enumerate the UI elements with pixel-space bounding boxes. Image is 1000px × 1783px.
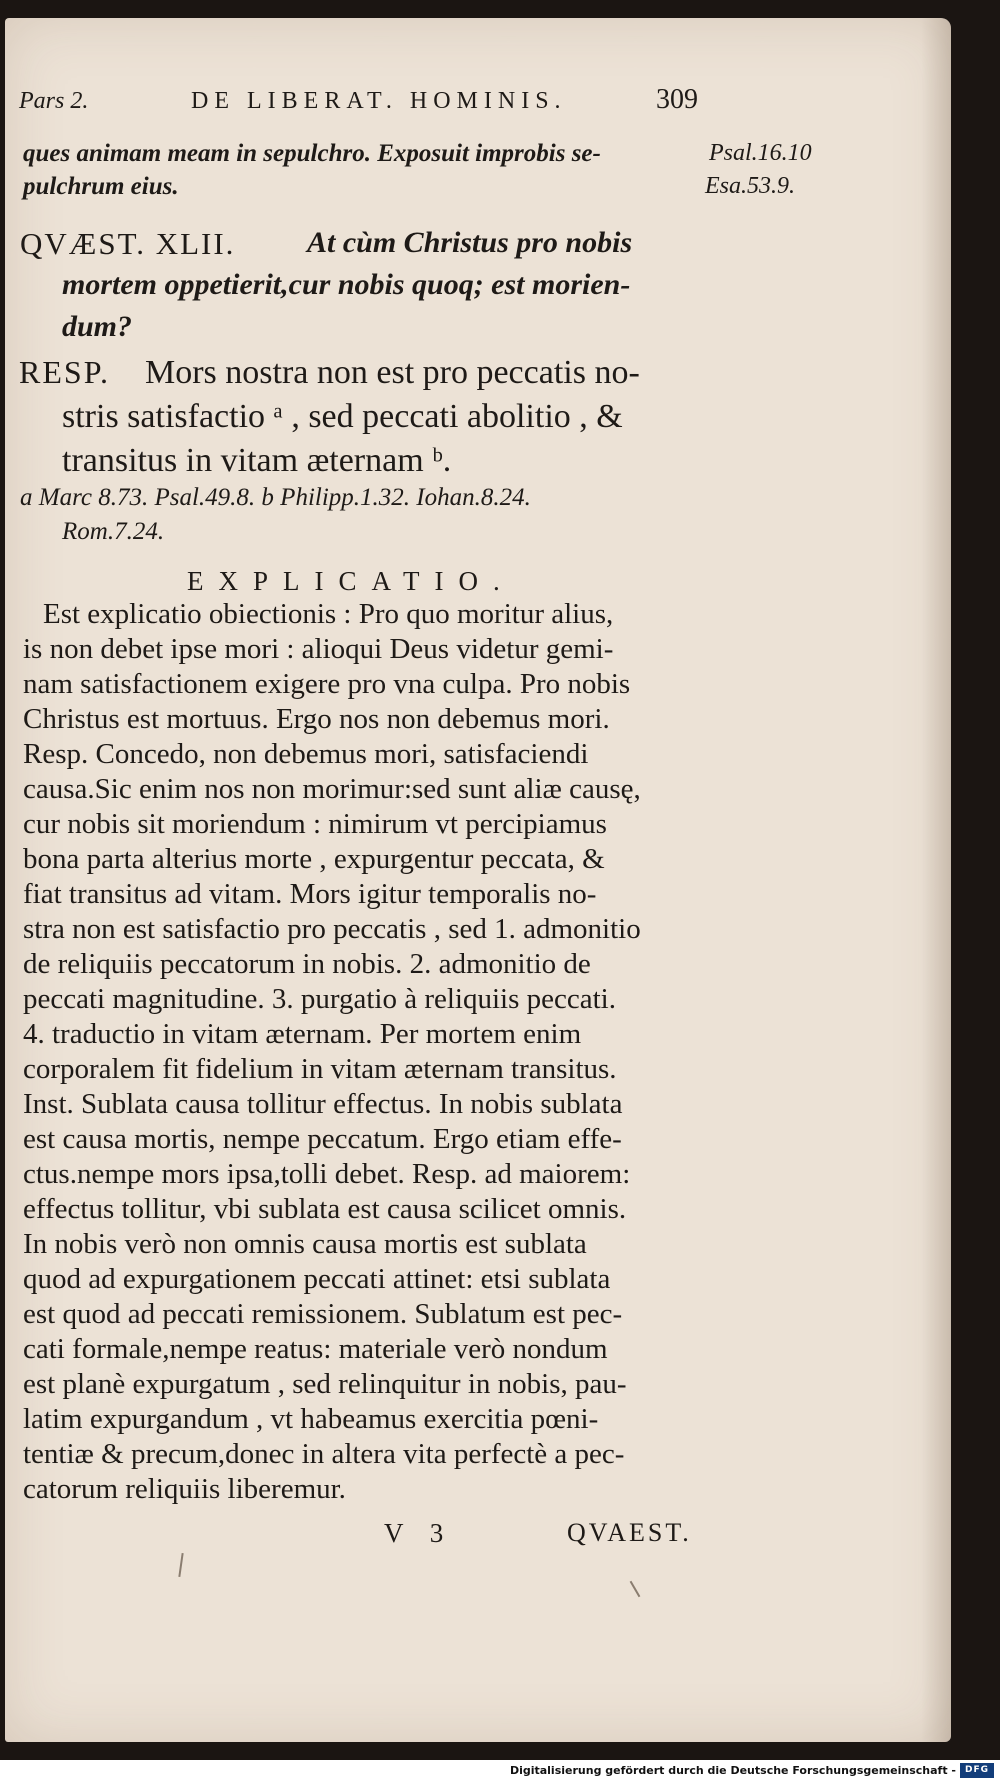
explicatio-line-26: catorum reliquiis liberemur.	[23, 1473, 346, 1505]
explicatio-line-1: Est explicatio obiectionis : Pro quo moritur alius,	[43, 598, 614, 630]
explicatio-line-6: causa.Sic enim nos non morimur:sed sunt aliæ causę,	[23, 773, 641, 805]
dfg-logo: DFG	[960, 1763, 994, 1778]
margin-ref-1: Psal.16.10	[709, 140, 812, 166]
explicatio-line-24: latim expurgandum , vt habeamus exercitia pœni-	[23, 1403, 599, 1435]
pen-mark	[178, 1553, 183, 1577]
explicatio-line-22: cati formale,nempe reatus: materiale verò nondum	[23, 1333, 608, 1365]
catchword: QVAEST.	[567, 1518, 692, 1547]
citation-line-1: a Marc 8.73. Psal.49.8. b Philipp.1.32. Iohan.8.24.	[20, 484, 531, 511]
pen-mark	[630, 1581, 641, 1598]
book-page	[5, 18, 951, 1742]
explicatio-heading: EXPLICATIO.	[187, 566, 515, 596]
page-number: 309	[656, 84, 698, 115]
response-line-3: transitus in vitam æternam ᵇ.	[62, 442, 452, 479]
response-label: RESP.	[19, 354, 110, 390]
running-head-part: Pars 2.	[19, 88, 89, 114]
question-line-3: dum?	[62, 310, 133, 343]
signature-mark: V 3	[384, 1518, 454, 1548]
running-head-title: DE LIBERAT. HOMINIS.	[191, 88, 567, 114]
explicatio-line-14: corporalem fit fidelium in vitam æternam transitus.	[23, 1053, 617, 1085]
explicatio-line-5: Resp. Concedo, non debemus mori, satisfaciendi	[23, 738, 589, 770]
question-line-2: mortem oppetierit,cur nobis quoq; est morien-	[62, 268, 631, 301]
explicatio-line-16: est causa mortis, nempe peccatum. Ergo etiam effe-	[23, 1123, 622, 1155]
explicatio-line-7: cur nobis sit moriendum : nimirum vt percipiamus	[23, 808, 607, 840]
response-line-2: stris satisfactio ᵃ , sed peccati abolitio , &	[62, 398, 623, 435]
explicatio-line-17: ctus.nempe mors ipsa,tolli debet. Resp. ad maiorem:	[23, 1158, 631, 1190]
explicatio-line-3: nam satisfactionem exigere pro vna culpa. Pro nobis	[23, 668, 631, 700]
explicatio-line-8: bona parta alterius morte , expurgentur peccata, &	[23, 843, 605, 875]
question-line-1: At cùm Christus pro nobis	[307, 226, 633, 259]
margin-ref-2: Esa.53.9.	[705, 173, 795, 199]
explicatio-line-2: is non debet ipse mori : alioqui Deus videtur gemi-	[23, 633, 614, 665]
explicatio-line-21: est quod ad peccati remissionem. Sublatum est pec-	[23, 1298, 623, 1330]
question-label: QVÆST. XLII.	[20, 226, 236, 261]
explicatio-line-12: peccati magnitudine. 3. purgatio à reliquiis peccati.	[23, 983, 616, 1015]
explicatio-line-4: Christus est mortuus. Ergo nos non debemus mori.	[23, 703, 610, 735]
explicatio-line-25: tentiæ & precum,donec in altera vita perfectè a pec-	[23, 1438, 625, 1470]
top-line-1: ques animam meam in sepulchro. Exposuit improbis se-	[23, 140, 601, 167]
explicatio-line-13: 4. traductio in vitam æternam. Per mortem enim	[23, 1018, 582, 1050]
footer-bar	[0, 1760, 1000, 1783]
explicatio-line-9: fiat transitus ad vitam. Mors igitur temporalis no-	[23, 878, 597, 910]
top-line-2: pulchrum eius.	[23, 173, 179, 200]
funding-credit: Digitalisierung gefördert durch die Deutsche Forschungsgemeinschaft -	[509, 1764, 956, 1777]
response-line-1: Mors nostra non est pro peccatis no-	[145, 354, 640, 391]
explicatio-line-11: de reliquiis peccatorum in nobis. 2. admonitio de	[23, 948, 591, 980]
explicatio-line-19: In nobis verò non omnis causa mortis est sublata	[23, 1228, 587, 1260]
citation-line-2: Rom.7.24.	[62, 518, 165, 545]
explicatio-line-15: Inst. Sublata causa tollitur effectus. In nobis sublata	[23, 1088, 623, 1120]
explicatio-line-10: stra non est satisfactio pro peccatis , sed 1. admonitio	[23, 913, 641, 945]
explicatio-line-18: effectus tollitur, vbi sublata est causa scilicet omnis.	[23, 1193, 627, 1225]
explicatio-line-23: est planè expurgatum , sed relinquitur in nobis, pau-	[23, 1368, 627, 1400]
explicatio-line-20: quod ad expurgationem peccati attinet: etsi sublata	[23, 1263, 611, 1295]
